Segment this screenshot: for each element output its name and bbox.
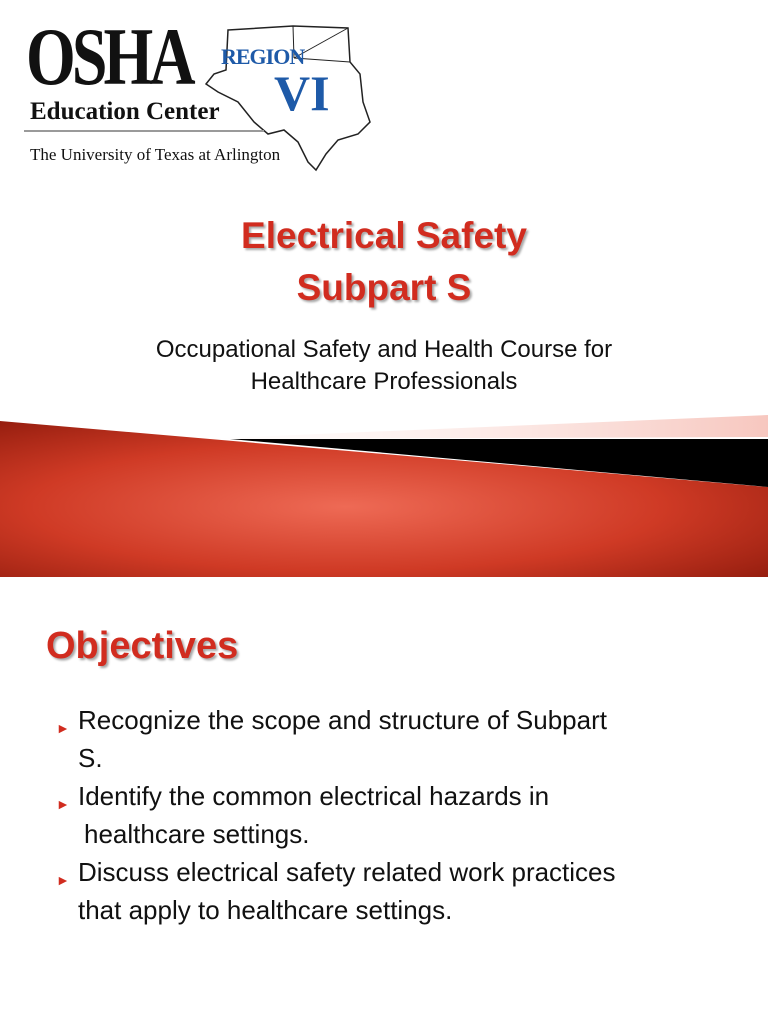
education-center-label: Education Center [30, 98, 220, 125]
objectives-list [54, 701, 734, 929]
university-label: The University of Texas at Arlington [30, 145, 281, 164]
list-item [54, 853, 734, 929]
bullet-triangle-icon: ► [56, 796, 70, 812]
logo-divider [24, 130, 264, 132]
osha-education-center-logo [22, 11, 377, 169]
bullet-text-line: healthcare settings. [84, 819, 310, 849]
bullet-text-line: that apply to healthcare settings. [78, 895, 453, 925]
bullet-text-line: S. [78, 743, 103, 773]
objectives-title: Objectives [46, 625, 239, 667]
region-label: REGION [221, 44, 305, 69]
slide-subtitle-line-2: Healthcare Professionals [250, 368, 518, 395]
bullet-text-line: Identify the common electrical hazards in [78, 781, 550, 811]
slide-subtitle-line-1: Occupational Safety and Health Course for [155, 336, 613, 363]
decorative-banner [0, 405, 768, 577]
bullet-text-line: Discuss electrical safety related work practices [78, 857, 616, 887]
list-item [54, 701, 734, 777]
objectives-slide [0, 577, 768, 1024]
bullet-text-line: Recognize the scope and structure of Subpart [78, 705, 607, 735]
bullet-triangle-icon: ► [56, 720, 70, 736]
slide-title-line-2: Subpart S [296, 267, 472, 308]
region-number: VI [274, 65, 330, 121]
osha-wordmark: OSHA [26, 11, 192, 102]
slide-title-line-1: Electrical Safety [241, 215, 527, 256]
list-item [54, 777, 734, 853]
bullet-triangle-icon: ► [56, 872, 70, 888]
